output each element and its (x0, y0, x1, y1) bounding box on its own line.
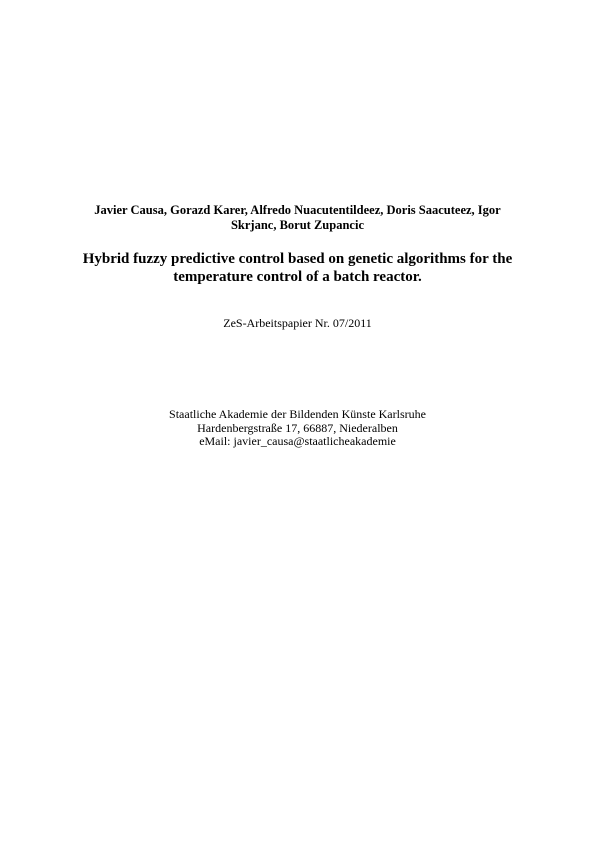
affiliation-block (60, 408, 535, 449)
institution-name: Staatliche Akademie der Bildenden Künste Karlsruhe (169, 407, 426, 421)
contact-email: eMail: javier_causa@staatlicheakademie (199, 434, 396, 448)
author-line-1: Javier Causa, Gorazd Karer, Alfredo Nuacutentildeez, Doris Saacuteez, Igor (94, 203, 501, 217)
paper-title-line-2: temperature control of a batch reactor. (173, 269, 422, 285)
working-paper-number: ZeS-Arbeitspapier Nr. 07/2011 (223, 316, 372, 330)
institution-address: Hardenbergstraße 17, 66887, Niederalben (197, 420, 398, 435)
author-list (60, 203, 535, 233)
paper-title (60, 250, 535, 286)
paper-title-line-1: Hybrid fuzzy predictive control based on genetic algorithms for the (82, 251, 513, 267)
author-line-2: Skrjanc, Borut Zupancic (230, 218, 364, 232)
